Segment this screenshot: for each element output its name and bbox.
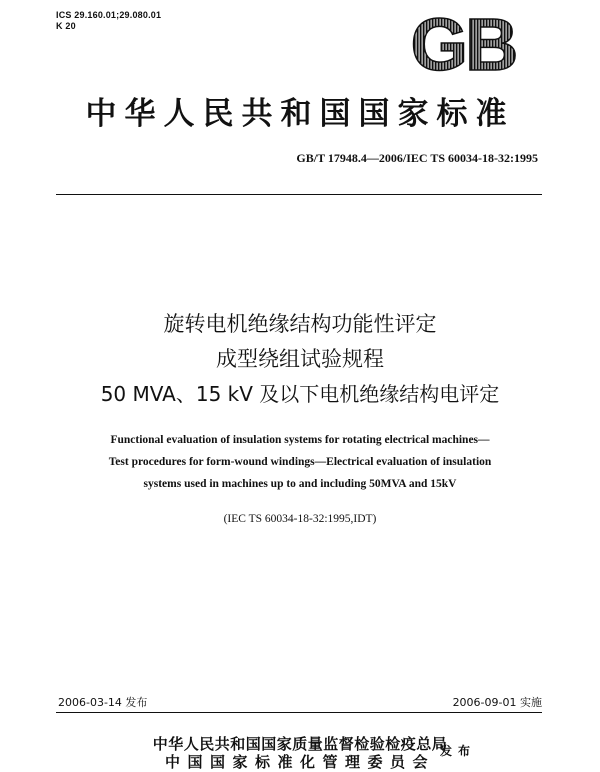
en-title-line2: Test procedures for form-wound windings—Electrical evaluation of insulation [108,456,492,468]
publish-label: 发布 [440,744,477,758]
cn-title-line2: 成型绕组试验规程 [216,347,384,371]
issuer-sac: 中国国家标准化管理委员会 [164,753,435,771]
ics-code: ICS 29.160.01;29.080.01 [56,10,162,20]
gb-logo [393,12,533,76]
standard-number: GB/T 17948.4—2006/IEC TS 60034-18-32:1995 [296,151,538,165]
adoption-note: (IEC TS 60034-18-32:1995,IDT) [223,513,377,525]
en-title-line1: Functional evaluation of insulation systems for rotating electrical machines— [110,434,490,446]
issue-date: 2006-03-14 发布 [58,696,148,709]
class-code: K 20 [56,21,76,31]
gb-logo-text: GB [410,12,516,76]
implementation-date: 2006-09-01 实施 [452,696,542,709]
bottom-divider [56,712,542,713]
cn-title-line3: 50 MVA、15 kV 及以下电机绝缘结构电评定 [100,382,500,406]
standard-title: 中华人民共和国国家标准 [85,96,515,132]
classification-codes [56,10,161,32]
issuer-aqsiq: 中华人民共和国国家质量监督检验检疫总局 [152,735,448,753]
top-divider [56,194,542,195]
en-title-line3: systems used in machines up to and including 50MVA and 15kV [143,478,457,490]
cn-title-line1: 旋转电机绝缘结构功能性评定 [163,312,437,336]
